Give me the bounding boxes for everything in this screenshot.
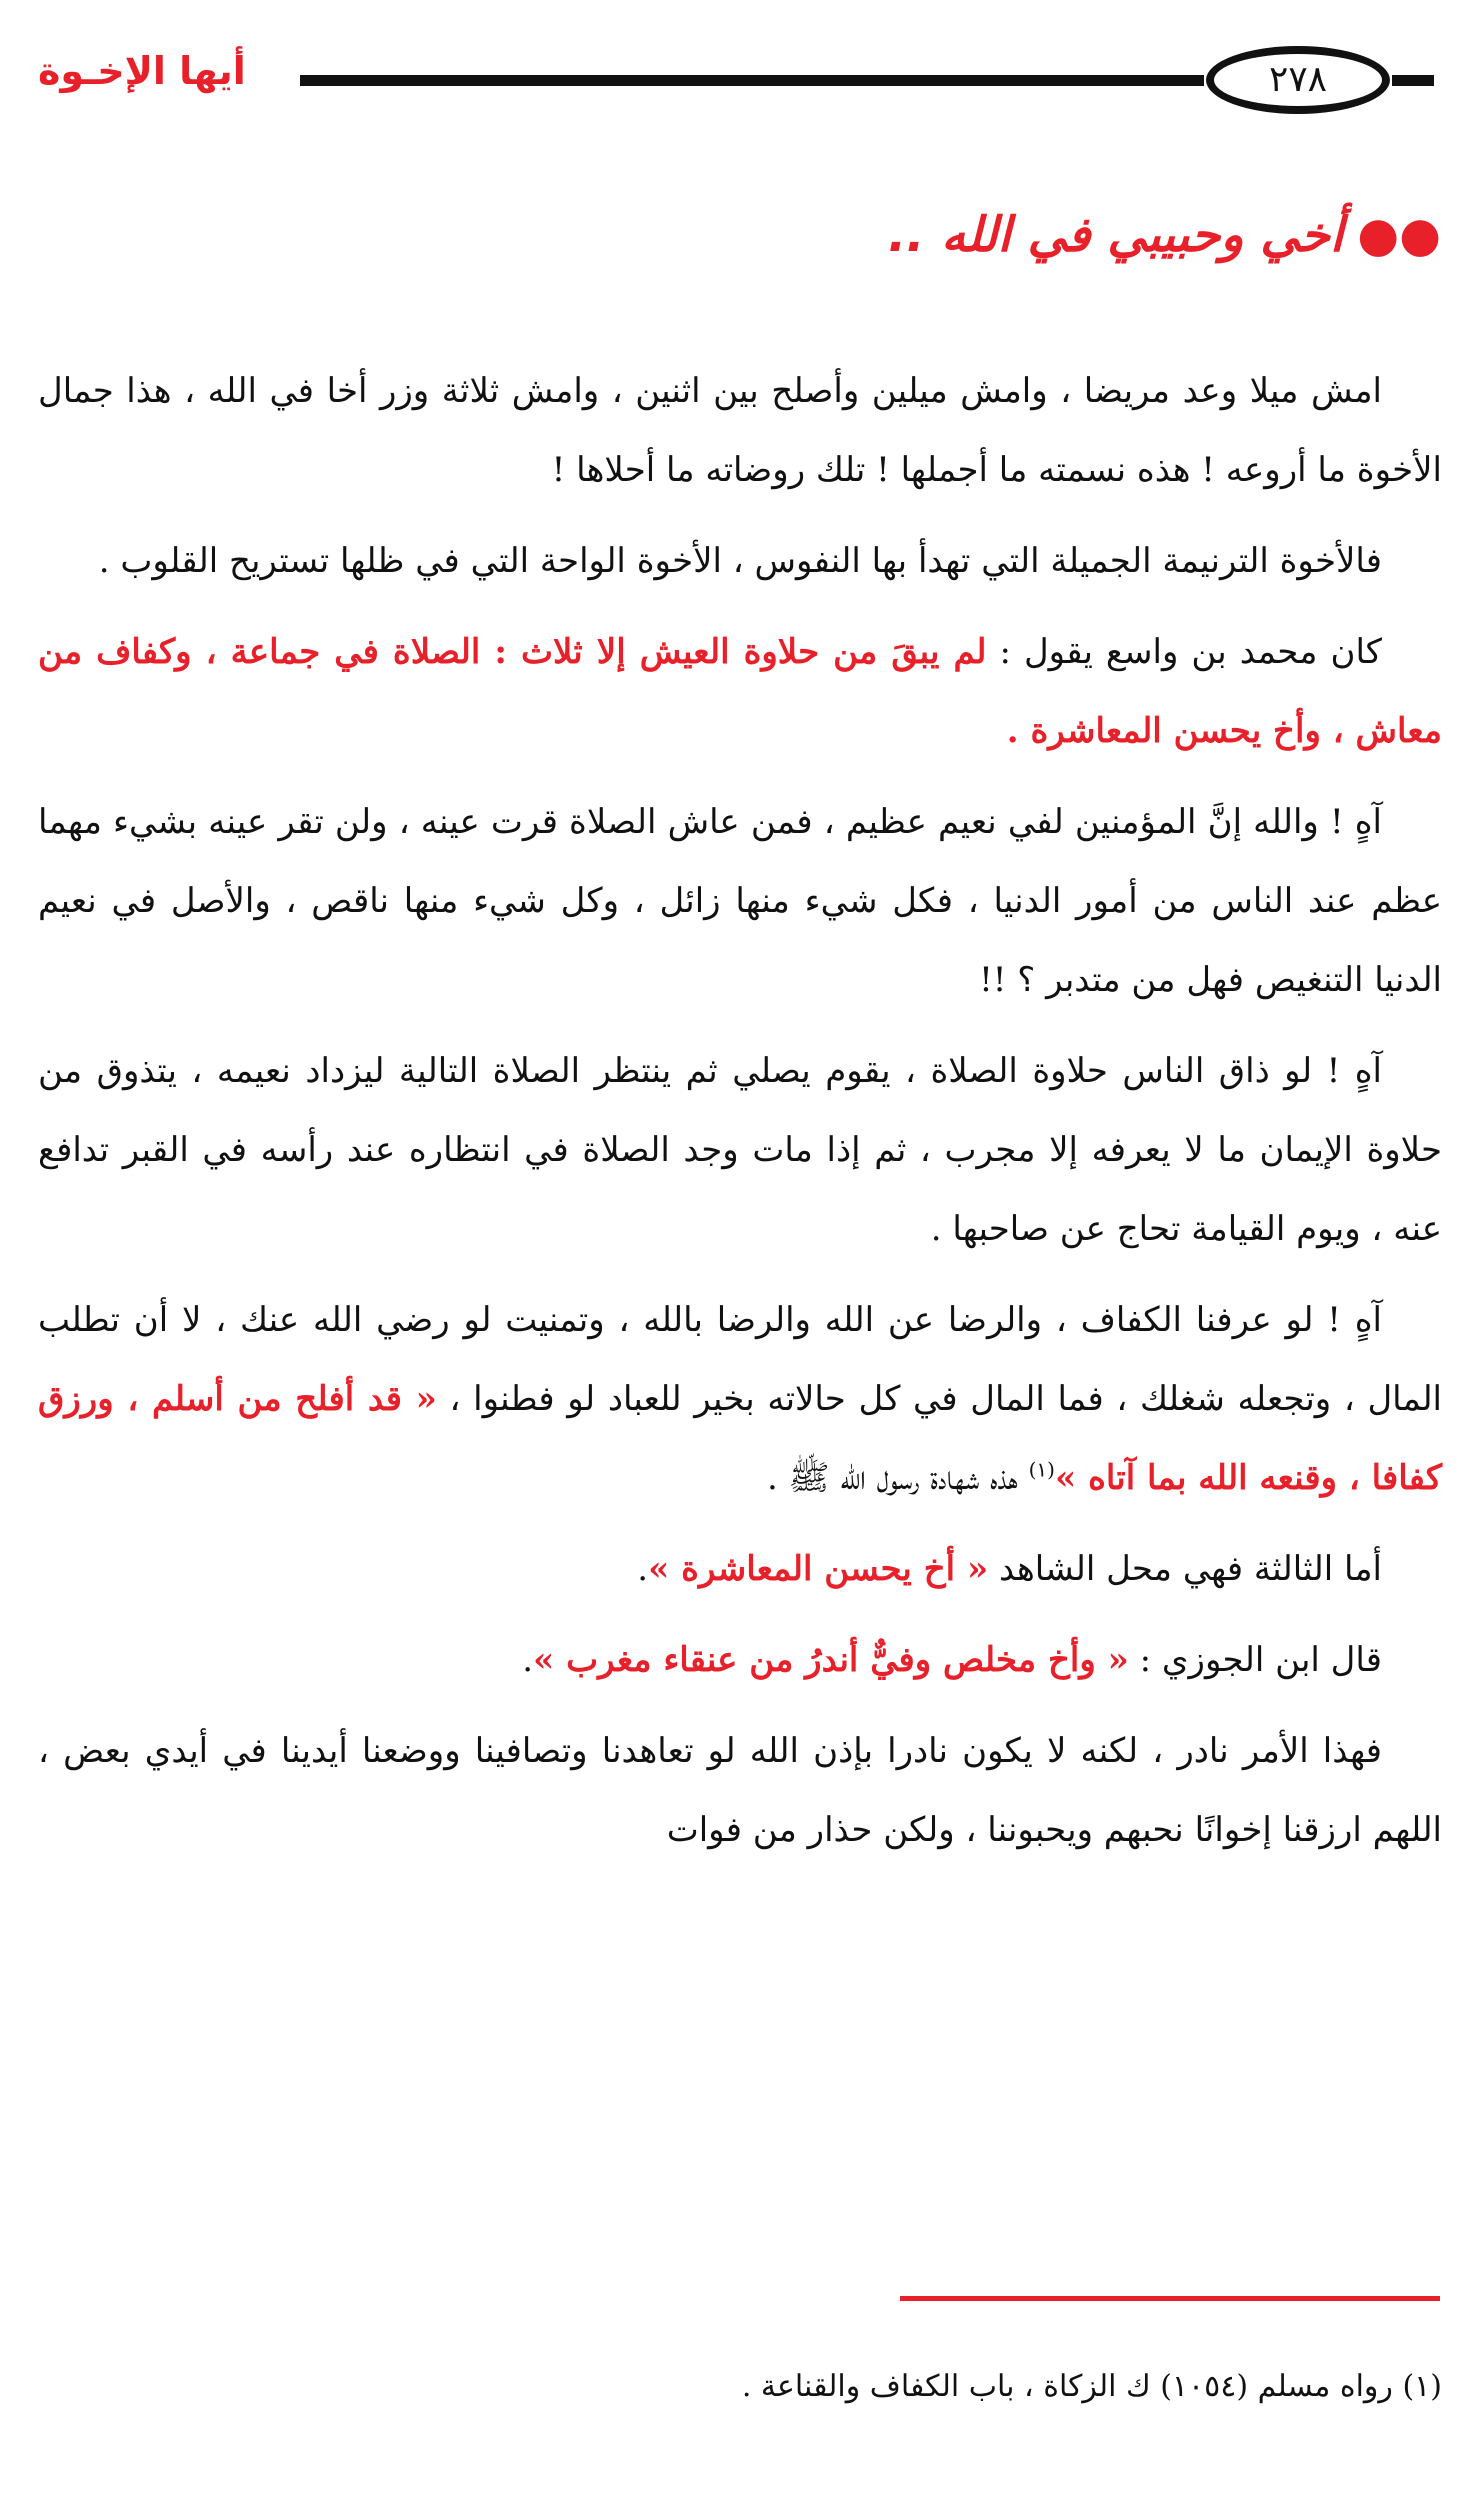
- paragraph-7-tail: .: [637, 1549, 649, 1589]
- paragraph-7-lead: أما الثالثة فهي محل الشاهد: [988, 1549, 1382, 1589]
- section-heading: [888, 200, 1441, 270]
- header-rule: [300, 75, 1204, 86]
- paragraph-2: فالأخوة الترنيمة الجميلة التي تهدأ بها النفوس ، الأخوة الواحة التي في ظلها تستريح القلوب .: [98, 541, 1382, 581]
- page-number: ٢٧٨: [1268, 59, 1327, 100]
- footnote: (١) رواه مسلم (١٠٥٤) ك الزكاة ، باب الكفاف والقناعة .: [741, 2369, 1442, 2404]
- paragraph-5: آهٍ ! لو ذاق الناس حلاوة الصلاة ، يقوم يصلي ثم ينتظر الصلاة التالية ليزداد نعيمه ، يتذوق من حلاوة الإيمان ما لا يعرفه إلا مجرب ، ثم إذا مات وجد الصلاة في انتظاره عند رأسه في القبر تدافع عنه ، ويوم القيامة تحاج عن صاحبها .: [38, 1051, 1442, 1249]
- paragraph-9: فهذا الأمر نادر ، لكنه لا يكون نادرا بإذن الله لو تعاهدنا وتصافينا ووضعنا أيدينا في أيدي بعض ، اللهم ارزقنا إخوانًا نحبهم ويحبوننا ، ولكن حذار من فوات: [38, 1731, 1442, 1850]
- paragraph-8-tail: .: [522, 1640, 534, 1680]
- heading-bullet-icon: ●●: [1357, 207, 1441, 263]
- paragraph-4: آهٍ ! والله إنَّ المؤمنين لفي نعيم عظيم ، فمن عاش الصلاة قرت عينه ، ولن تقر عينه بشيء مهما عظم عند الناس من أمور الدنيا ، فكل شيء منها زائل ، وكل شيء منها ناقص ، والأصل في نعيم الدنيا التنغيص فهل من متدبر ؟ !!: [38, 802, 1442, 1000]
- paragraph-3-quote: لم يبقَ من حلاوة العيش إلا ثلاث : الصلاة في جماعة ، وكفاف من معاش ، وأخ يحسن المعاشرة .: [38, 632, 1442, 751]
- paragraph-8: [38, 1621, 1442, 1700]
- footnote-reference: (١): [1028, 1457, 1055, 1482]
- running-header-title: أيها الإخـوة: [38, 49, 246, 93]
- body-text: [38, 352, 1442, 1882]
- footnote-separator: [900, 2296, 1440, 2301]
- page-number-badge: [1206, 46, 1390, 114]
- paragraph-8-lead: قال ابن الجوزي :: [1128, 1640, 1382, 1680]
- paragraph-6-tail: هذه شهادة رسول الله ﷺ .: [766, 1458, 1029, 1498]
- paragraph-8-quote: « وأخ مخلص وفيٌّ أندرُ من عنقاء مغرب »: [533, 1640, 1129, 1680]
- paragraph-6: [38, 1281, 1442, 1518]
- paragraph-6-lead: آهٍ ! لو عرفنا الكفاف ، والرضا عن الله والرضا بالله ، وتمنيت لو رضي الله عنك ، لا أن تطلب المال ، وتجعله شغلك ، فما المال في كل حالاته بخير للعباد لو فطنوا ،: [38, 1300, 1443, 1419]
- paragraph-1: امش ميلا وعد مريضا ، وامش ميلين وأصلح بين اثنين ، وامش ثلاثة وزر أخا في الله ، هذا جمال الأخوة ما أروعه ! هذه نسمته ما أجملها ! تلك روضاته ما أحلاها !: [38, 371, 1442, 490]
- paragraph-7: [38, 1530, 1442, 1609]
- paragraph-3-lead: كان محمد بن واسع يقول :: [986, 632, 1382, 672]
- paragraph-6-quote: « قد أفلح من أسلم ، ورزق كفافا ، وقنعه الله بما آتاه »: [38, 1379, 1442, 1498]
- paragraph-3: [38, 613, 1442, 771]
- section-heading-text: أخي وحبيبي في الله ..: [888, 207, 1344, 263]
- header-rule-end: [1392, 75, 1434, 86]
- paragraph-7-quote: « أخ يحسن المعاشرة »: [648, 1549, 989, 1589]
